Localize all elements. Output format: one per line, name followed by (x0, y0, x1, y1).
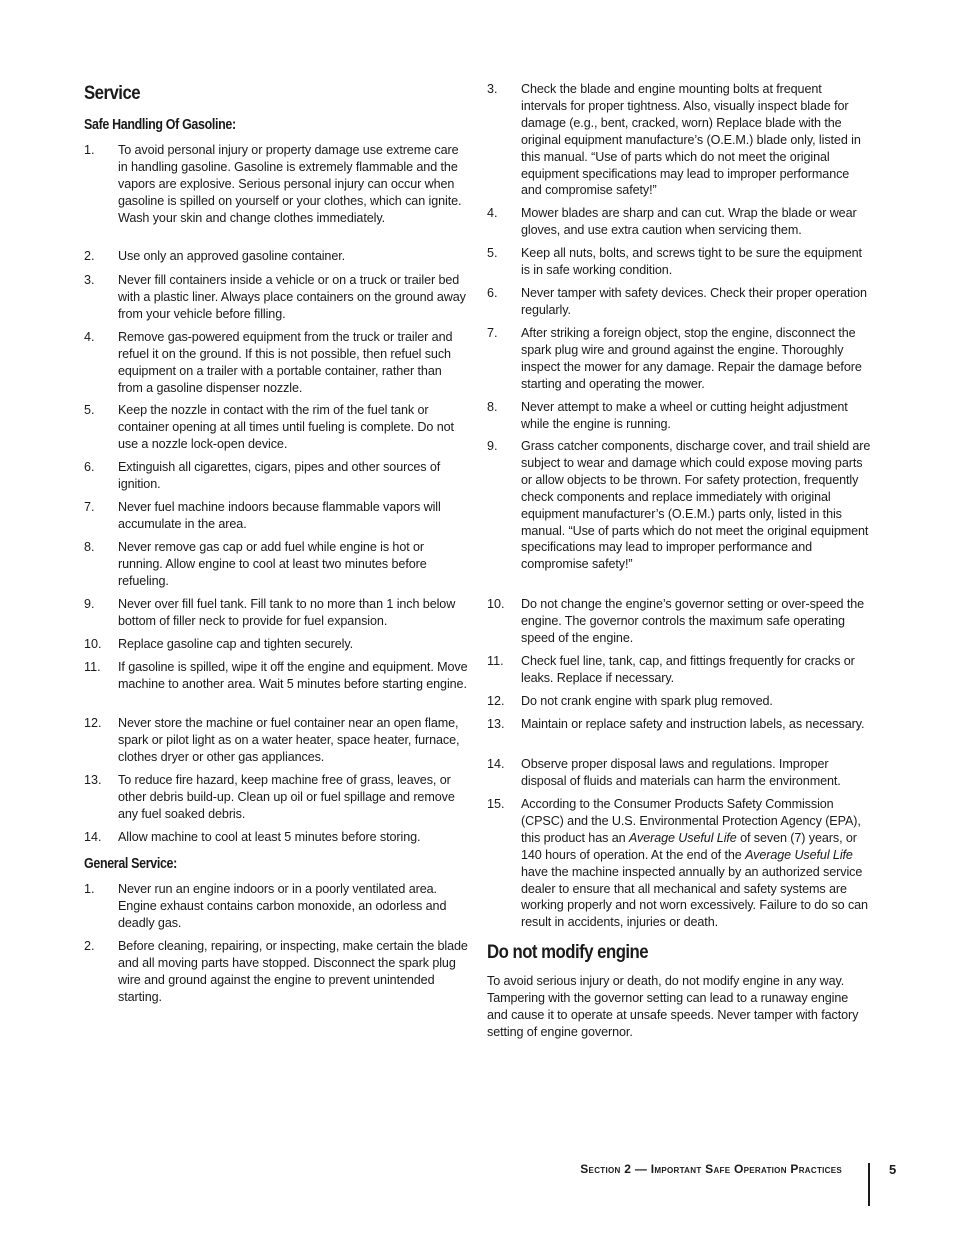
general-heading: General Service: (84, 856, 177, 872)
modify-paragraph: To avoid serious injury or death, do not modify engine in any way. Tampering with the governor setting can lead to a runaway engine and cause it to operate at unsafe speeds. Never tamper with factory setting of engine governor. (487, 974, 859, 1039)
list-item: 11. If gasoline is spilled, wipe it off the engine and equipment. Move machine to another area. Wait 5 minutes before starting engine. (84, 660, 468, 691)
list-item: 7. Never fuel machine indoors because flammable vapors will accumulate in the area. (84, 500, 441, 531)
footer-divider (868, 1163, 870, 1206)
list-item: 6. Extinguish all cigarettes, cigars, pipes and other sources of ignition. (84, 460, 441, 491)
list-item: 6. Never tamper with safety devices. Check their proper operation regularly. (487, 286, 867, 317)
list-item: 10. Do not change the engine’s governor setting or over-speed the engine. The governor controls the maximum safe operating speed of the engine. (487, 597, 865, 645)
list-item: 7. After striking a foreign object, stop the engine, disconnect the spark plug wire and ground against the engine. Thoroughly inspect the mower for any damage. Repair the damage before starting and operating the mower. (487, 326, 862, 391)
list-item: 5. Keep all nuts, bolts, and screws tight to be sure the equipment is in safe working condition. (487, 246, 862, 277)
list-item: 15. According to the Consumer Products Safety Commission (CPSC) and the U.S. Environmental Protection Agency (EPA), this product has an Average Useful Life of seven (7) years, or 140 hours of operation. At the end of the Average Useful Life have the machine inspected annually by an authorized service dealer to ensure that all mechanical and safety systems are working properly and not worn excessively. Failure to do so can result in accidents, injuries or death. (487, 797, 868, 930)
list-item: 14. Observe proper disposal laws and regulations. Improper disposal of fluids and materials can harm the environment. (487, 757, 841, 788)
list-item: 1. To avoid personal injury or property damage use extreme care in handling gasoline. Gasoline is extremely flammable and the vapors are explosive. Serious personal injury can occur when gasoline is spilled on yourself or your clothes, which can ignite. Wash your skin and change clothes immediately. (84, 143, 462, 225)
list-item: 13. To reduce fire hazard, keep machine free of grass, leaves, or other debris build-up. Clean up oil or fuel spillage and remove any fuel soaked debris. (84, 773, 455, 821)
list-item: 2. Use only an approved gasoline container. (84, 249, 346, 263)
list-item: 1. Never run an engine indoors or in a poorly ventilated area. Engine exhaust contains carbon monoxide, an odorless and deadly gas. (84, 882, 447, 930)
footer-section-title: Section 2 — Important Safe Operation Practices (580, 1162, 842, 1176)
list-item: 8. Never remove gas cap or add fuel while engine is hot or running. Allow engine to cool at least two minutes before refueling. (84, 540, 427, 588)
list-item: 10. Replace gasoline cap and tighten securely. (84, 637, 354, 651)
list-item: 13. Maintain or replace safety and instruction labels, as necessary. (487, 717, 865, 731)
page-number: 5 (889, 1162, 897, 1177)
service-title: Service (84, 82, 141, 104)
list-item: 2. Before cleaning, repairing, or inspecting, make certain the blade and all moving parts have stopped. Disconnect the spark plug wire and ground against the engine to prevent unintended starting. (84, 939, 468, 1004)
list-item: 4. Remove gas-powered equipment from the truck or trailer and refuel it on the ground. If this is not possible, then refuel such equipment on a trailer with a portable container, rather than from a gasoline dispenser nozzle. (84, 330, 453, 395)
list-item: 12. Never store the machine or fuel container near an open flame, spark or pilot light as on a water heater, space heater, furnace, clothes dryer or other gas appliances. (84, 716, 460, 764)
list-item: 14. Allow machine to cool at least 5 minutes before storing. (84, 830, 421, 844)
average-useful-life-term: Average Useful Life (745, 847, 853, 862)
list-item: 5. Keep the nozzle in contact with the rim of the fuel tank or container opening at all times until fueling is complete. Do not use a nozzle lock-open device. (84, 403, 454, 451)
gasoline-heading: Safe Handling Of Gasoline: (84, 117, 236, 133)
list-item: 3. Check the blade and engine mounting bolts at frequent intervals for proper tightness. Also, visually inspect blade for damage (e.g., bent, cracked, worn) Replace blade with the original equipment manufacture’s (O.E.M.) blade only, listed in this manual. “Use of parts which do not meet the original equipment specifications may lead to improper performance and compromise safety!” (487, 82, 861, 198)
list-item: 9. Grass catcher components, discharge cover, and trail shield are subject to wear and damage which could expose moving parts or allow objects to be thrown. For safety protection, frequently check components and replace immediately with original equipment manufacturer’s (O.E.M.) parts only, listed in this manual. “Use of parts which do not meet the original equipment specifications may lead to improper performance and compromise safety!” (487, 439, 871, 572)
modify-title: Do not modify engine (487, 941, 649, 963)
average-useful-life-term: Average Useful Life (628, 830, 737, 845)
list-item: 9. Never over fill fuel tank. Fill tank to no more than 1 inch below bottom of filler neck to provide for fuel expansion. (84, 597, 456, 628)
list-item: 12. Do not crank engine with spark plug removed. (487, 694, 773, 708)
list-item: 3. Never fill containers inside a vehicle or on a truck or trailer bed with a plastic liner. Always place containers on the ground away from your vehicle before filling. (84, 273, 466, 321)
list-item: 4. Mower blades are sharp and can cut. Wrap the blade or wear gloves, and use extra caution when servicing them. (487, 206, 857, 237)
list-item: 8. Never attempt to make a wheel or cutting height adjustment while the engine is running. (487, 400, 848, 431)
list-item: 11. Check fuel line, tank, cap, and fittings frequently for cracks or leaks. Replace if necessary. (487, 654, 855, 685)
